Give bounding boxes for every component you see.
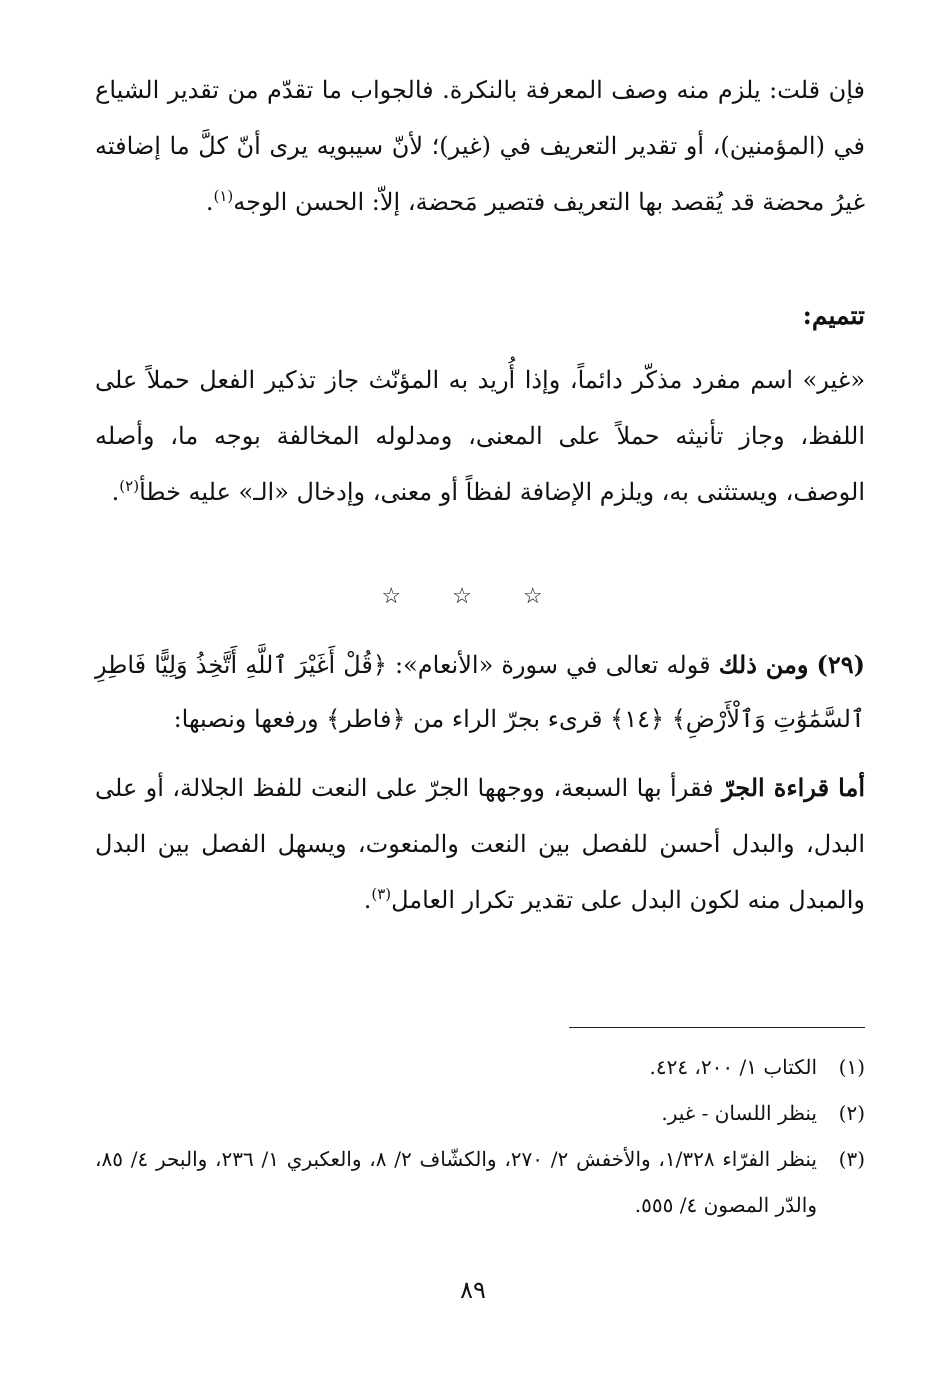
paragraph-3-text: فقرأ بها السبعة، ووجهها الجرّ على النعت للفظ الجلالة، أو على البدل، والبدل أحسن للفصل بين النعت والمنعوت، ويسهل الفصل بين البدل والمبدل منه لكون البدل على تقدير تكرار العامل [95, 774, 865, 914]
paragraph-2-text: «غير» اسم مفرد مذكّر دائماً، وإذا أُريد به المؤنّث جاز تذكير الفعل حملاً على اللفظ، وجاز تأنيثه حملاً على المعنى، ومدلوله المخالفة بوجه ما، وأصله الوصف، ويستثنى به، ويلزم الإضافة لفظاً أو معنى، وإدخال «الـ» عليه خطأ [95, 366, 865, 506]
paragraph-3: أما قراءة الجرّ فقرأ بها السبعة، ووجهها الجرّ على النعت للفظ الجلالة، أو على البدل، والبدل أحسن للفصل بين النعت والمنعوت، ويسهل الفصل بين البدل والمبدل منه لكون البدل على تقدير تكرار العامل$^{(٣)}$. [95, 773, 865, 914]
footnote-ref-1[interactable]: (١) [213, 187, 234, 205]
verse-number: ﴿١٤﴾ [610, 705, 665, 733]
footnote-1 [95, 1044, 865, 1090]
footnote-3 [95, 1136, 865, 1228]
item-intro: ومن ذلك [718, 650, 809, 679]
footnotes [95, 1044, 865, 1228]
paragraph-3-lead: أما قراءة الجرّ [721, 773, 865, 802]
section-divider-stars: ☆ ☆ ☆ [381, 584, 565, 609]
footnote-number: (١) [838, 1055, 865, 1079]
section-heading: تتميم: [802, 301, 865, 330]
item-number: (٢٩) [816, 650, 865, 679]
paragraph-1-text: فإن قلت: يلزم منه وصف المعرفة بالنكرة. فالجواب ما تقدّم من تقدير الشياع في (المؤمنين)، أو تقدير التعريف في (غير)؛ لأنّ سيبويه يرى أنّ كلَّ ما إضافته غيرُ محضة قد يُقصد بها التعريف فتصير مَحضة، إلاّ: الحسن الوجه [95, 76, 865, 216]
footnote-number: (٣) [838, 1147, 865, 1171]
paragraph-1: فإن قلت: يلزم منه وصف المعرفة بالنكرة. فالجواب ما تقدّم من تقدير الشياع في (المؤمنين)، أو تقدير التعريف في (غير)؛ لأنّ سيبويه يرى أنّ كلَّ ما إضافته غيرُ محضة قد يُقصد بها التعريف فتصير مَحضة، إلاّ: الحسن الوجه$^{(١)}$. [95, 76, 865, 216]
item-quran-text: قوله تعالى في سورة «الأنعام»: ﴿قُلْ أَغَيْرَ ٱللَّهِ أَتَّخِذُ وَلِيًّا فَاطِرِ ٱلسَّمَٰوَٰتِ وَٱلْأَرْضِ﴾ [95, 651, 865, 733]
footnote-text: ينظر اللسان - غير. [661, 1101, 817, 1125]
paragraph-2: «غير» اسم مفرد مذكّر دائماً، وإذا أُريد به المؤنّث جاز تذكير الفعل حملاً على اللفظ، وجاز تأنيثه حملاً على المعنى، ومدلوله المخالفة بوجه ما، وأصله الوصف، ويستثنى به، ويلزم الإضافة لفظاً أو معنى، وإدخال «الـ» عليه خطأ$^{(٢)}$. [95, 366, 865, 506]
footnote-text: ينظر الفرّاء ١/٣٢٨، والأخفش ٢/ ٢٧٠، والكشّاف ٢/ ٨، والعكبري ١/ ٢٣٦، والبحر ٤/ ٨٥، والدّر المصون ٤/ ٥٥٥. [95, 1147, 817, 1217]
footnote-ref-3[interactable]: (٣) [371, 885, 392, 903]
item-29 [95, 638, 865, 746]
footnote-number: (٢) [838, 1101, 865, 1125]
footnote-separator [569, 1027, 865, 1028]
page-number: ٨٩ [460, 1276, 486, 1304]
footnote-text: الكتاب ١/ ٢٠٠، ٤٢٤. [649, 1055, 817, 1079]
footnote-2 [95, 1090, 865, 1136]
item-tail-text: قرىء بجرّ الراء من ﴿فاطر﴾ ورفعها ونصبها: [173, 705, 603, 733]
footnote-ref-2[interactable]: (٢) [119, 477, 140, 495]
